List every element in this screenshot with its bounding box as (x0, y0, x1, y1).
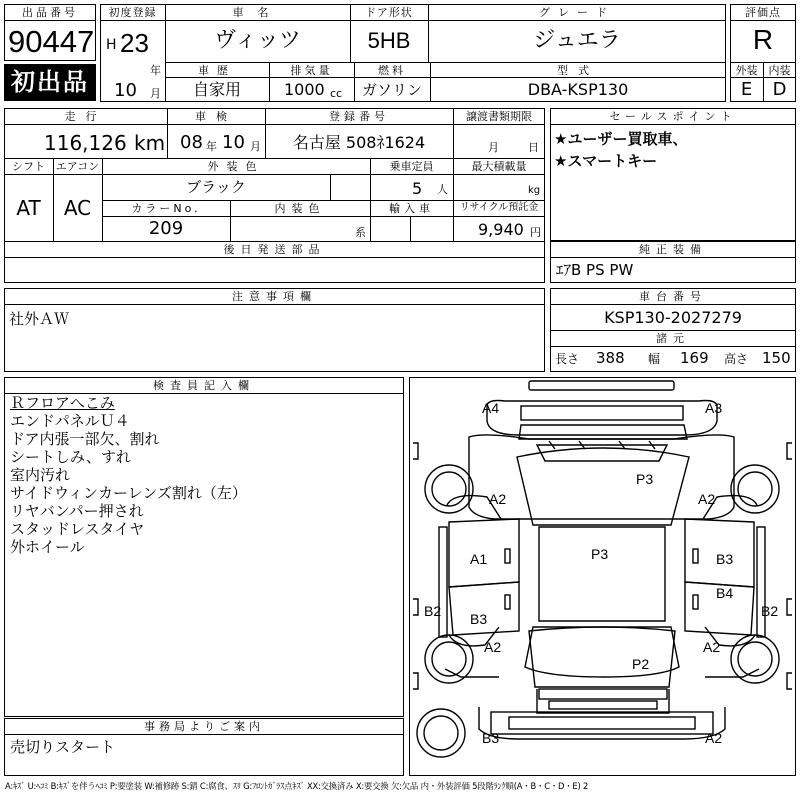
grade-label: グレード (539, 6, 615, 19)
front-bumper-bar (529, 381, 674, 390)
displacement-unit: cc (330, 87, 343, 100)
first-reg-month: 10 (114, 80, 137, 101)
damage-mark-a3-top: A3 (705, 400, 723, 416)
inspection-year-unit: 年 (206, 140, 217, 153)
damage-mark-p2: P2 (632, 656, 650, 672)
office-note: 売切りスタート (10, 738, 116, 756)
inspection-month-unit: 月 (250, 140, 261, 153)
mileage-label: 走行 (64, 110, 107, 123)
later-parts-label: 後日発送部品 (223, 243, 326, 256)
sales-point-2: ★スマートキー (554, 152, 658, 170)
exterior-grade: E (740, 79, 753, 100)
genuine-equipment: ｴｱB PS PW (556, 261, 634, 279)
transfer-day-unit: 日 (528, 141, 539, 154)
exterior-color-label: 外装色 (207, 160, 265, 173)
history: 自家用 (192, 80, 241, 99)
notes: 社外ＡＷ (9, 310, 70, 328)
damage-mark-b3-left: B3 (470, 611, 488, 627)
model-label: 型式 (557, 64, 599, 77)
interior-color-unit: 系 (355, 226, 366, 239)
inspector-label: 検査員記入欄 (153, 379, 255, 392)
capacity-unit: 人 (437, 183, 448, 196)
displacement-label: 排気量 (290, 64, 333, 77)
length-label: 長さ (555, 352, 580, 366)
damage-mark-a1: A1 (470, 551, 488, 567)
ac: AC (63, 196, 92, 220)
legend: A:ｷｽﾞ U:ﾍｺﾐ B:ｷｽﾞを伴うﾍｺﾐ P:要塗装 W:補修跡 S:錆 C:腐食、ｽﾘ G:ﾌﾛﾝﾄｶﾞﾗｽ点ｷｽﾞ XX:交換済み X:要交換 欠:欠品 内・外装評価 5段階ﾗﾝｸ順(A・B・C・D・E) 2 (5, 781, 589, 791)
mileage: 116,126 (44, 131, 127, 155)
damage-mark-a2-bottom: A2 (705, 730, 723, 746)
damage-mark-a2-left-lower: A2 (484, 639, 502, 655)
ac-label: エアコン (55, 160, 100, 173)
lot-number: 90447 (8, 24, 95, 59)
inspector-line: サイドウィンカーレンズ割れ（左） (10, 484, 247, 502)
recycle-fee: 9,940 (478, 220, 524, 239)
damage-mark-p3-center: P3 (591, 546, 609, 562)
import-label: 輸入車 (389, 202, 434, 215)
shift-label: シフト (12, 160, 45, 173)
inspector-line: 室内汚れ (10, 466, 71, 484)
recycle-label: リサイクル預託金 (459, 202, 539, 213)
color-no-label: カラーNo. (131, 202, 201, 215)
damage-mark-b4: B4 (716, 585, 734, 601)
damage-mark-a4: A4 (482, 400, 500, 416)
sales-points-label: セールスポイント (609, 110, 737, 123)
inspection-month: 10 (222, 132, 245, 153)
inspector-line: 外ホイール (10, 538, 85, 556)
displacement: 1000 (284, 80, 325, 99)
interior-grade-label: 内装 (768, 64, 791, 77)
damage-mark-p3-upper: P3 (636, 471, 654, 487)
inspector-line: Ｒフロアへこみ (10, 394, 115, 412)
sales-points-box (550, 108, 796, 241)
model-code: DBA-KSP130 (527, 80, 629, 99)
rear-quarter (525, 627, 679, 677)
damage-mark-a2-right-upper: A2 (698, 491, 716, 507)
exterior-grade-label: 外装 (735, 64, 758, 77)
height: 150 (762, 349, 791, 367)
chassis-number: KSP130-2027279 (604, 308, 742, 327)
car-diagram (409, 377, 796, 776)
fuel: ガソリン (361, 81, 422, 99)
notes-label: 注意事項欄 (232, 290, 317, 303)
sales-point-1: ★ユーザー買取車、 (554, 130, 688, 148)
chassis-label: 車台番号 (639, 290, 707, 303)
interior-grade: D (772, 79, 787, 100)
capacity: 5 (412, 179, 423, 198)
specs-label: 諸元 (656, 332, 690, 345)
score-label: 評価点 (745, 6, 781, 19)
damage-mark-b3-right: B3 (716, 551, 734, 567)
plate-label: 登録番号 (329, 110, 389, 123)
month-unit: 月 (150, 87, 161, 100)
first-reg-label: 初度登録 (108, 6, 157, 19)
transfer-month-unit: 月 (488, 141, 499, 154)
year-unit: 年 (150, 64, 161, 77)
genuine-equipment-label: 純正装備 (639, 243, 707, 256)
damage-mark-b2-right: B2 (761, 603, 779, 619)
interior-color-label: 内装色 (274, 202, 326, 215)
first-reg-year: 23 (120, 28, 149, 58)
fuel-label: 燃料 (378, 64, 406, 77)
capacity-label: 乗車定員 (389, 160, 434, 173)
inspection-label: 車検 (195, 110, 237, 123)
damage-mark-a2-left-upper: A2 (489, 491, 507, 507)
car-name-label: 車名 (232, 6, 283, 19)
first-listing-badge-text: 初出品 (11, 68, 89, 96)
door-label: ドア形状 (365, 6, 413, 19)
mileage-unit: km (134, 131, 166, 155)
color-no: 209 (148, 218, 184, 239)
max-load-label: 最大積載量 (471, 160, 527, 173)
roof (517, 448, 689, 525)
damage-mark-b3-bottom: B3 (482, 730, 500, 746)
era: H (106, 37, 117, 53)
inspector-line: リヤバンパー押され (10, 502, 144, 520)
max-load-unit: kg (528, 185, 541, 196)
width-label: 幅 (648, 352, 661, 366)
door-type: 5HB (367, 28, 411, 53)
trunk (529, 627, 675, 687)
car-name: ヴィッツ (214, 28, 301, 53)
damage-mark-a2-right-lower: A2 (703, 639, 721, 655)
inspector-line: シートしみ、すれ (10, 448, 131, 466)
inspector-line: スタッドレスタイヤ (10, 520, 145, 538)
transfer-label: 譲渡書類期限 (466, 110, 532, 123)
recycle-unit: 円 (530, 226, 541, 239)
shift: AT (16, 196, 41, 220)
length: 388 (596, 349, 625, 367)
exterior-color: ブラック (186, 178, 246, 196)
width: 169 (680, 349, 709, 367)
overall-score: R (752, 24, 774, 55)
inspector-line: エンドパネルＵ４ (10, 412, 130, 430)
inspector-line: ドア内張一部欠、割れ (10, 430, 160, 448)
lot-number-label: 出品番号 (22, 6, 78, 19)
office-label: 事務局よりご案内 (144, 720, 264, 733)
history-label: 車歴 (198, 64, 236, 77)
damage-mark-b2-left: B2 (424, 603, 442, 619)
plate-number: 名古屋 508ﾈ1624 (292, 133, 426, 152)
height-label: 高さ (724, 352, 749, 366)
grade: ジュエラ (533, 28, 621, 53)
inspection-year: 08 (180, 132, 203, 153)
